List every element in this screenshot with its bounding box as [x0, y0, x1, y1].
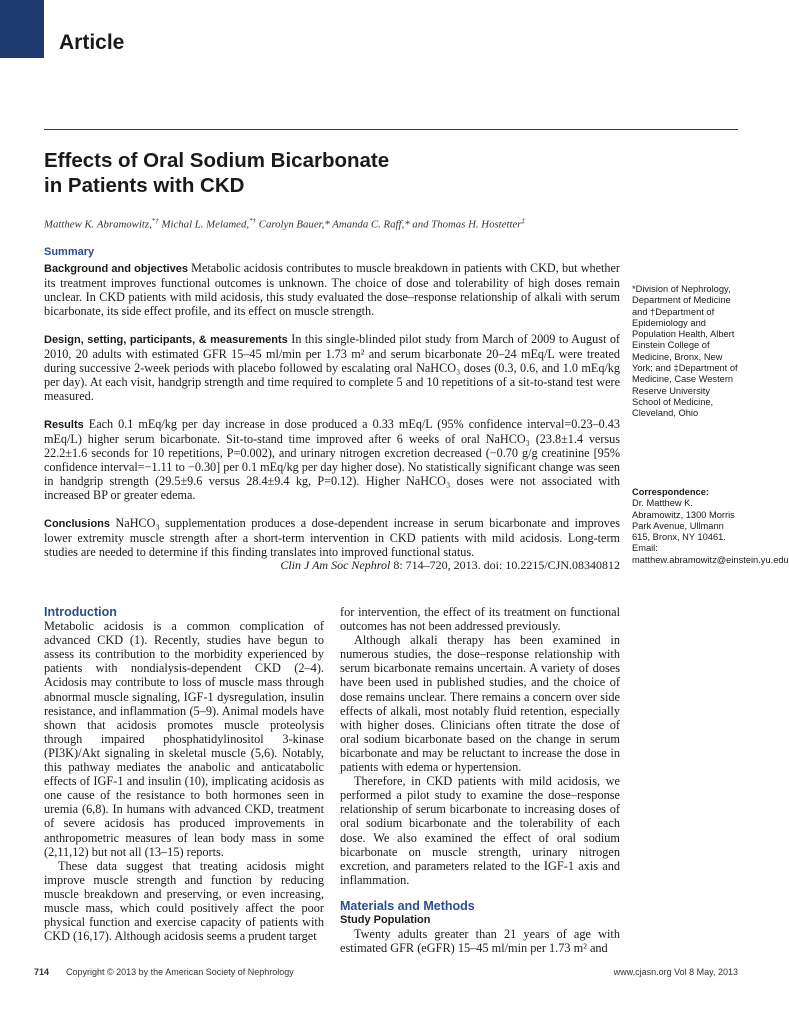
- copyright-notice: Copyright © 2013 by the American Society of Nephrology: [66, 967, 294, 977]
- page-number: 714: [34, 967, 50, 977]
- introduction-paragraph-1: Metabolic acidosis is a common complication of advanced CKD (1). Recently, studies have begun to assess its contribution to the morbidity experienced by patients with nondialysis-dependent CKD (2–4). Acidosis may contribute to loss of muscle mass through abnormal muscle signaling, IGF-1 dysregulation, insulin resistance, and inflammation (5–9). Animal models have shown that acidosis promotes muscle proteolysis through impaired phosphatidylinositol 3-kinase (PI3K)/Akt signaling in skeletal muscle (5,6). Notably, this pathway mediates the anabolic and anticatabolic effects of IGF-1 and insulin (10), implicating acidosis as one cause of the resistance to both hormones seen in uremia (6,8). In humans with advanced CKD, treatment of severe acidosis has produced improvements in anthropometric measures of lean body mass in some (2,11,12) but not all (13–15) reports.: [44, 619, 324, 859]
- study-population-paragraph: Twenty adults greater than 21 years of age with estimated GFR (eGFR) 15–45 ml/min per 1.73 m² and: [340, 927, 620, 956]
- article-title: [44, 148, 604, 198]
- abstract-design: [44, 332, 620, 403]
- correspondence-address: Dr. Matthew K. Abramowitz, 1300 Morris Park Avenue, Ullmann 615, Bronx, NY 10461. Email: matthew.abramowitz@einstein.yu.edu: [632, 498, 789, 565]
- article-type-label: Article: [59, 31, 125, 54]
- author-1: Matthew K. Abramowitz,: [44, 218, 152, 231]
- abstract-conclusions-lead: Conclusions: [44, 518, 111, 530]
- author-list: [44, 217, 624, 231]
- introduction-paragraph-2: These data suggest that treating acidosis might improve muscle strength and function by reducing muscle breakdown and preserving, or even increasing, muscle mass, which could positively affect the poor physical function and exercise capacity of patients with CKD (16,17). Although acidosis seems a prudent target: [44, 858, 324, 944]
- header-accent-block: [0, 0, 44, 58]
- affiliations: *Division of Nephrology, Department of Medicine and †Department of Epidemiology and Population Health, Albert Einstein College of Medicine, Bronx, New York; and ‡Department of Medicine, Case Western Reserve University School of Medicine, Cleveland, Ohio: [632, 284, 738, 419]
- introduction-paragraph-4: Although alkali therapy has been examined in numerous studies, the dose–response relationship with serum bicarbonate remains uncertain. A variety of doses have been used in published studies, and the choice of dose remains unclear. There remains a concern over side effects of alkali, most notably fluid retention, especially with higher doses. Clinicians often titrate the dose of oral sodium bicarbonate based on the change in serum bicarbonate and may be reluctant to increase the dose in patients with edema or hypertension.: [340, 633, 620, 775]
- body-column-right: [340, 605, 620, 955]
- correspondence: [632, 487, 789, 566]
- article-title-line-1: Effects of Oral Sodium Bicarbonate: [44, 149, 390, 172]
- author-5-affiliation: ‡: [521, 217, 525, 225]
- abstract-results-text: Each 0.1 mEq/kg per day increase in dose produced a 0.33 mEq/L (95% confidence interval=0.23–0.43 mEq/L) higher serum bicarbonate. Sit-to-stand time improved after 6 weeks of oral NaHCO₃ (23.8±1.4 versus 22.2±1.6 seconds for 10 repetitions, P=0.002), and urinary nitrogen excretion decreased (−0.70 g/g creatinine [95% confidence interval=−1.11 to −0.30] per 0.1 mEq/kg per day higher dose). No statistically significant change was seen in handgrip strength (29.5±9.6 versus 28.4±9.4 kg, P=0.12). Higher NaHCO₃ doses were not associated with increased BP or greater edema.: [44, 417, 620, 503]
- abstract-background: [44, 261, 620, 318]
- authors-rest: Carolyn Bauer,* Amanda C. Raff,* and Thomas H. Hostetter: [256, 218, 522, 231]
- correspondence-heading: Correspondence:: [632, 487, 709, 497]
- introduction-paragraph-5: Therefore, in CKD patients with mild acidosis, we performed a pilot study to examine the dose–response relationship of serum bicarbonate to increasing doses of oral sodium bicarbonate and the tolerability of each dose. We also examined the effect of oral sodium bicarbonate on muscle strength, urinary nitrogen excretion, and parameters related to the IGF-1 axis and inflammation.: [340, 774, 620, 887]
- citation-line: [44, 558, 620, 573]
- citation-details: 8: 714–720, 2013. doi: 10.2215/CJN.08340812: [390, 558, 620, 572]
- abstract-conclusions-text: NaHCO₃ supplementation produces a dose-dependent increase in serum bicarbonate and improves lower extremity muscle strength after a short-term intervention in CKD patients with mild acidosis. Long-term studies are needed to determine if this finding translates into improved functional status.: [44, 516, 620, 560]
- body-column-left: [44, 605, 324, 943]
- article-title-line-2: in Patients with CKD: [44, 174, 245, 197]
- abstract-conclusions: [44, 516, 620, 559]
- author-1-affiliation: *†: [151, 217, 159, 225]
- introduction-paragraph-3: for intervention, the effect of its treatment on functional outcomes has not been addressed previously.: [340, 605, 620, 634]
- journal-url: www.cjasn.org Vol 8 May, 2013: [613, 967, 738, 977]
- summary-heading: Summary: [44, 246, 95, 258]
- author-2-affiliation: *†: [249, 217, 257, 225]
- abstract-background-lead: Background and objectives: [44, 263, 188, 275]
- introduction-heading: Introduction: [44, 605, 117, 619]
- abstract-results: [44, 417, 620, 503]
- author-2: Michal L. Melamed,: [158, 218, 250, 231]
- citation-journal: Clin J Am Soc Nephrol: [280, 558, 391, 572]
- abstract-design-text: In this single-blinded pilot study from March of 2009 to August of 2010, 20 adults with estimated GFR 15–45 ml/min per 1.73 m² and serum bicarbonate 20–24 mEq/L were treated during successive 2-week periods with placebo followed by escalating oral NaHCO₃ doses (0.3, 0.6, and 1.0 mEq/kg per day). At each visit, handgrip strength and time required to complete 5 and 10 repetitions of a sit-to-stand test were measured.: [44, 332, 620, 404]
- abstract-results-lead: Results: [44, 419, 84, 431]
- abstract-background-text: Metabolic acidosis contributes to muscle breakdown in patients with CKD, but whether its treatment improves functional outcomes is unknown. The choice of dose and tolerability of high doses remain unclear. In CKD patients with mild acidosis, this study evaluated the dose–response relationship of alkali with serum bicarbonate, its side effect profile, and its effect on muscle strength.: [44, 261, 620, 319]
- methods-heading: Materials and Methods: [340, 898, 475, 913]
- header-rule: [44, 129, 738, 130]
- abstract-design-lead: Design, setting, participants, & measurements: [44, 334, 288, 346]
- study-population-heading: Study Population: [340, 913, 431, 926]
